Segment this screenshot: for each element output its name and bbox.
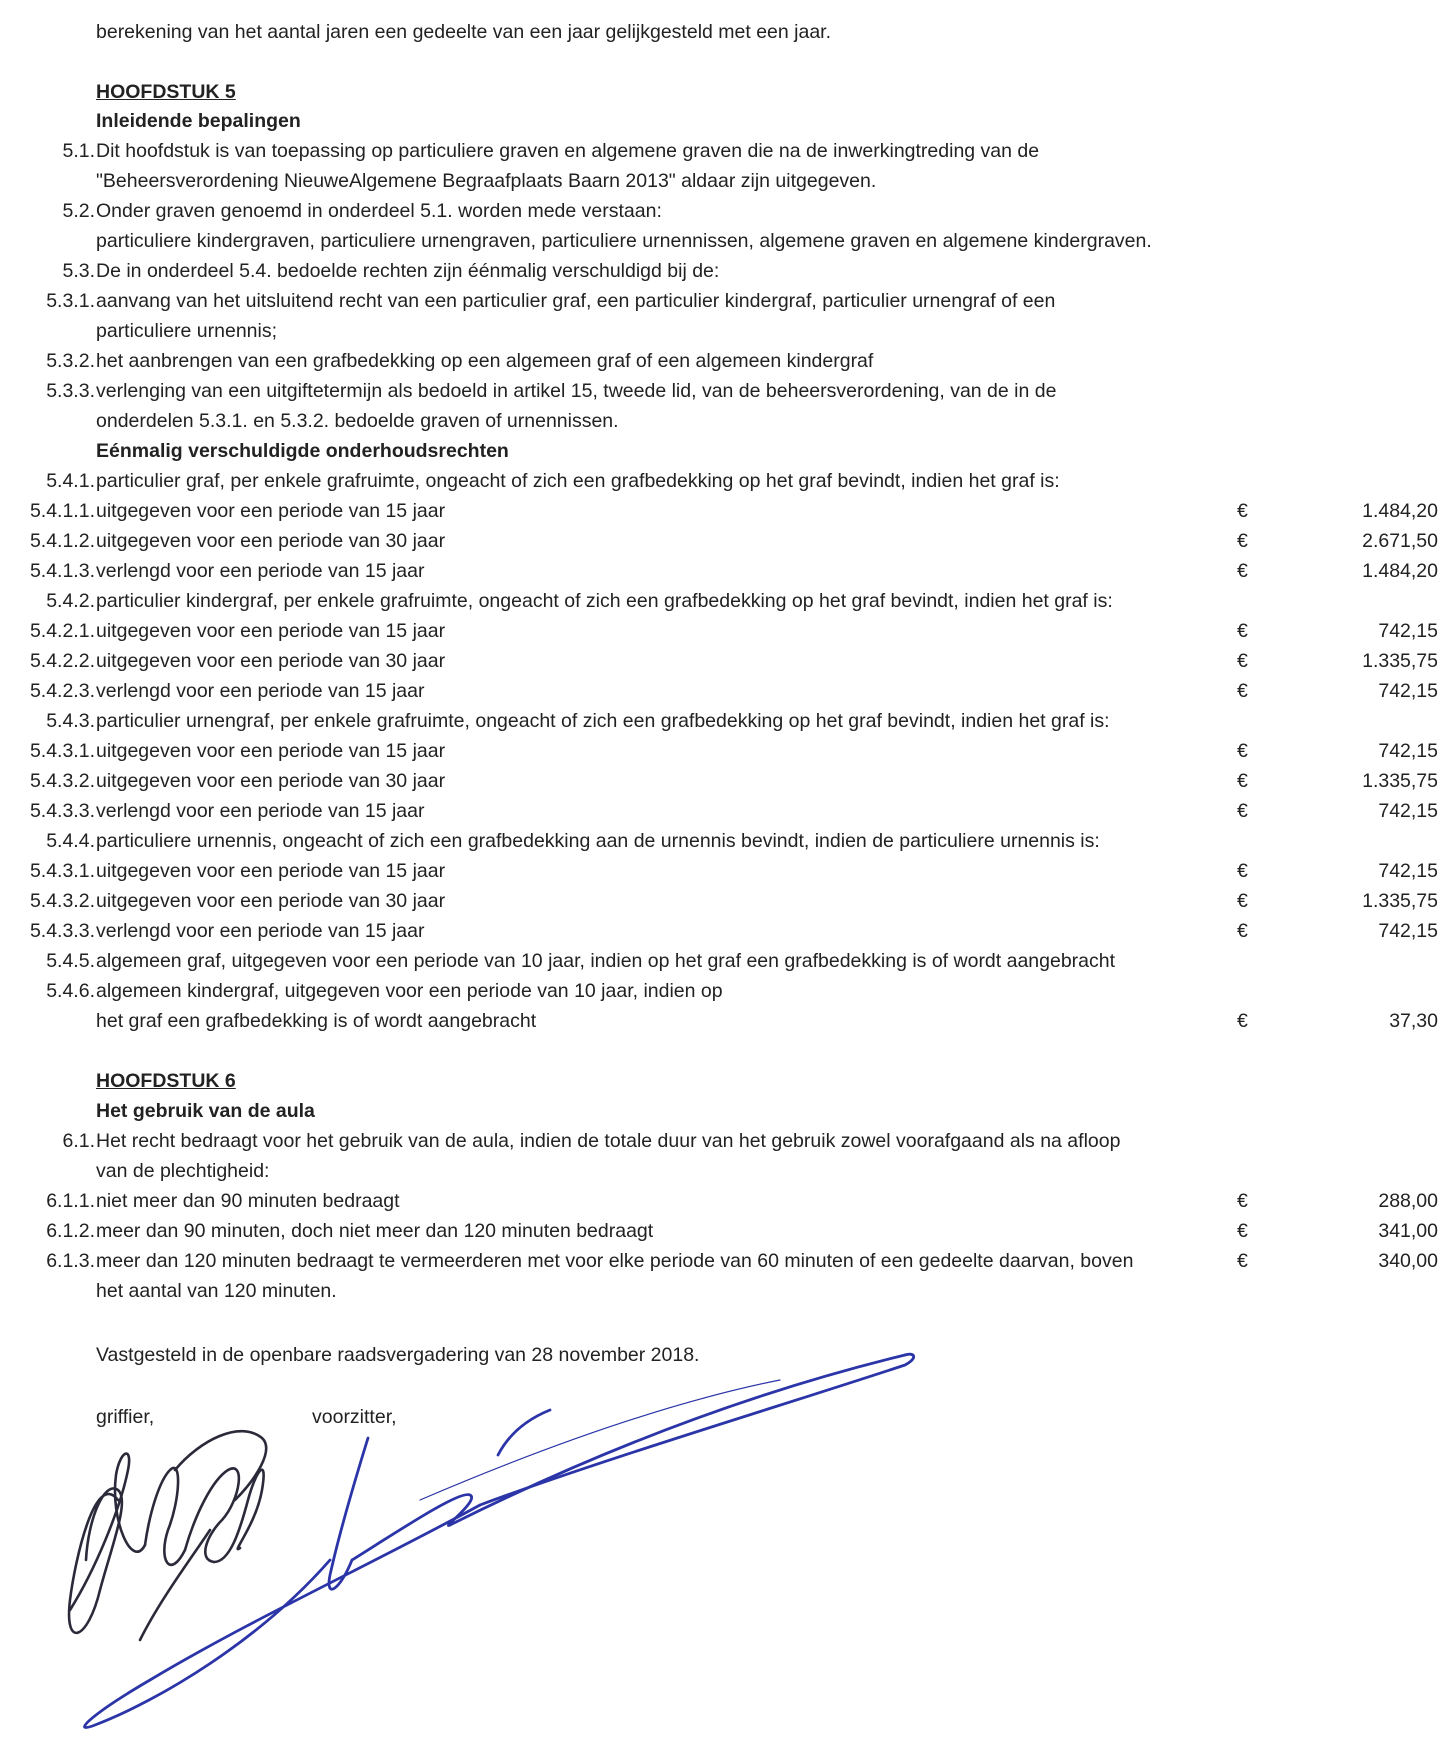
article-5-1: 5.1. Dit hoofdstuk is van toepassing op particuliere graven en algemene graven die na de inwerkingtreding van de xyxy=(62,140,1040,162)
voorzitter-label: voorzitter, xyxy=(312,1406,397,1428)
chapter6-title: HOOFDSTUK 6 xyxy=(96,1070,236,1092)
fee-row-5-4-3-1: 5.4.3.1. uitgegeven voor een periode van 15 jaar € 742,15 xyxy=(29,740,1438,762)
article-6-1: 6.1. Het recht bedraagt voor het gebruik van de aula, indien de totale duur van het gebruik zowel voorafgaand als na afloop xyxy=(62,1130,1121,1152)
fee-row-5-4-6: het graf een grafbedekking is of wordt aangebracht € 37,30 xyxy=(96,1010,1438,1032)
fee-row-6-1-2: 6.1.2. meer dan 90 minuten, doch niet meer dan 120 minuten bedraagt € 341,00 xyxy=(46,1220,1438,1242)
intro-line: berekening van het aantal jaren een gedeelte van een jaar gelijkgesteld met een jaar. xyxy=(96,21,832,43)
article-5-3-1-cont: particuliere urnennis; xyxy=(96,320,278,342)
chapter6-subtitle: Het gebruik van de aula xyxy=(96,1100,315,1122)
article-5-4-6: 5.4.6. algemeen kindergraf, uitgegeven voor een periode van 10 jaar, indien op xyxy=(46,980,723,1002)
fee-row-5-4-3-3: 5.4.3.3. verlengd voor een periode van 15 jaar € 742,15 xyxy=(29,800,1438,822)
article-5-1-cont: "Beheersverordening NieuweAlgemene Begraafplaats Baarn 2013" aldaar zijn uitgegeven. xyxy=(96,170,877,192)
fee-row-5-4-3-2: 5.4.3.2. uitgegeven voor een periode van 30 jaar € 1.335,75 xyxy=(29,770,1438,792)
fee-row-6-1-3: 6.1.3. meer dan 120 minuten bedraagt te vermeerderen met voor elke periode van 60 minuten of een gedeelte daarvan, boven € 340,00 xyxy=(46,1250,1438,1272)
fee-row-5-4-2-3: 5.4.2.3. verlengd voor een periode van 15 jaar € 742,15 xyxy=(29,680,1438,702)
article-5-2-cont: particuliere kindergraven, particuliere urnengraven, particuliere urnennissen, algemene graven en algemene kindergraven. xyxy=(96,230,1152,252)
fee-row-5-4-1-1: 5.4.1.1. uitgegeven voor een periode van 15 jaar € 1.484,20 xyxy=(29,500,1438,522)
adoption-statement: Vastgesteld in de openbare raadsvergadering van 28 november 2018. xyxy=(96,1344,700,1366)
chapter5-title: HOOFDSTUK 5 xyxy=(96,81,236,103)
article-5-3-3-cont: onderdelen 5.3.1. en 5.3.2. bedoelde graven of urnennissen. xyxy=(96,410,619,432)
fee-row-5-4-2-1: 5.4.2.1. uitgegeven voor een periode van 15 jaar € 742,15 xyxy=(29,620,1438,642)
article-5-4-3: 5.4.3. particulier urnengraf, per enkele grafruimte, ongeacht of zich een grafbedekking op het graf bevindt, indien het graf is: xyxy=(46,710,1110,732)
fee-row-5-4-4-2: 5.4.3.2. uitgegeven voor een periode van 30 jaar € 1.335,75 xyxy=(29,890,1438,912)
griffier-signature xyxy=(69,1431,266,1640)
article-5-4-5: 5.4.5. algemeen graf, uitgegeven voor een periode van 10 jaar, indien op het graf een grafbedekking is of wordt aangebracht xyxy=(46,950,1116,972)
article-6-1-cont: van de plechtigheid: xyxy=(96,1160,270,1182)
article-5-3-1: 5.3.1. aanvang van het uitsluitend recht van een particulier graf, een particulier kindergraf, particulier urnengraf of een xyxy=(46,290,1056,312)
fee-row-5-4-4-1: 5.4.3.1. uitgegeven voor een periode van 15 jaar € 742,15 xyxy=(29,860,1438,882)
article-5-3-2: 5.3.2. het aanbrengen van een grafbedekking op een algemeen graf of een algemeen kindergraf xyxy=(46,350,874,372)
fee-row-5-4-2-2: 5.4.2.2. uitgegeven voor een periode van 30 jaar € 1.335,75 xyxy=(29,650,1438,672)
article-5-4-4: 5.4.4. particuliere urnennis, ongeacht of zich een grafbedekking aan de urnennis bevindt, indien de particuliere urnennis is: xyxy=(46,830,1100,852)
fee-row-5-4-1-3: 5.4.1.3. verlengd voor een periode van 15 jaar € 1.484,20 xyxy=(29,560,1438,582)
article-5-3-3: 5.3.3. verlenging van een uitgiftetermijn als bedoeld in artikel 15, tweede lid, van de beheersverordening, van de in de xyxy=(46,380,1057,402)
fee-row-6-1-1: 6.1.1. niet meer dan 90 minuten bedraagt € 288,00 xyxy=(46,1190,1438,1212)
signatures xyxy=(0,1250,1442,1742)
chapter5-subtitle: Inleidende bepalingen xyxy=(96,110,301,132)
fee-row-5-4-4-3: 5.4.3.3. verlengd voor een periode van 15 jaar € 742,15 xyxy=(29,920,1438,942)
article-5-4-1: 5.4.1. particulier graf, per enkele grafruimte, ongeacht of zich een grafbedekking op het graf bevindt, indien het graf is: xyxy=(46,470,1060,492)
griffier-label: griffier, xyxy=(96,1406,155,1428)
article-5-2: 5.2. Onder graven genoemd in onderdeel 5.1. worden mede verstaan: xyxy=(62,200,662,222)
subheading-onderhoudsrechten: Eénmalig verschuldigde onderhoudsrechten xyxy=(96,440,509,462)
fee-row-6-1-3-cont: het aantal van 120 minuten. xyxy=(96,1280,337,1302)
fee-row-5-4-1-2: 5.4.1.2. uitgegeven voor een periode van 30 jaar € 2.671,50 xyxy=(29,530,1438,552)
article-5-3: 5.3. De in onderdeel 5.4. bedoelde rechten zijn éénmalig verschuldigd bij de: xyxy=(62,260,720,282)
article-5-4-2: 5.4.2. particulier kindergraf, per enkele grafruimte, ongeacht of zich een grafbedekking op het graf bevindt, indien het graf is: xyxy=(46,590,1113,612)
